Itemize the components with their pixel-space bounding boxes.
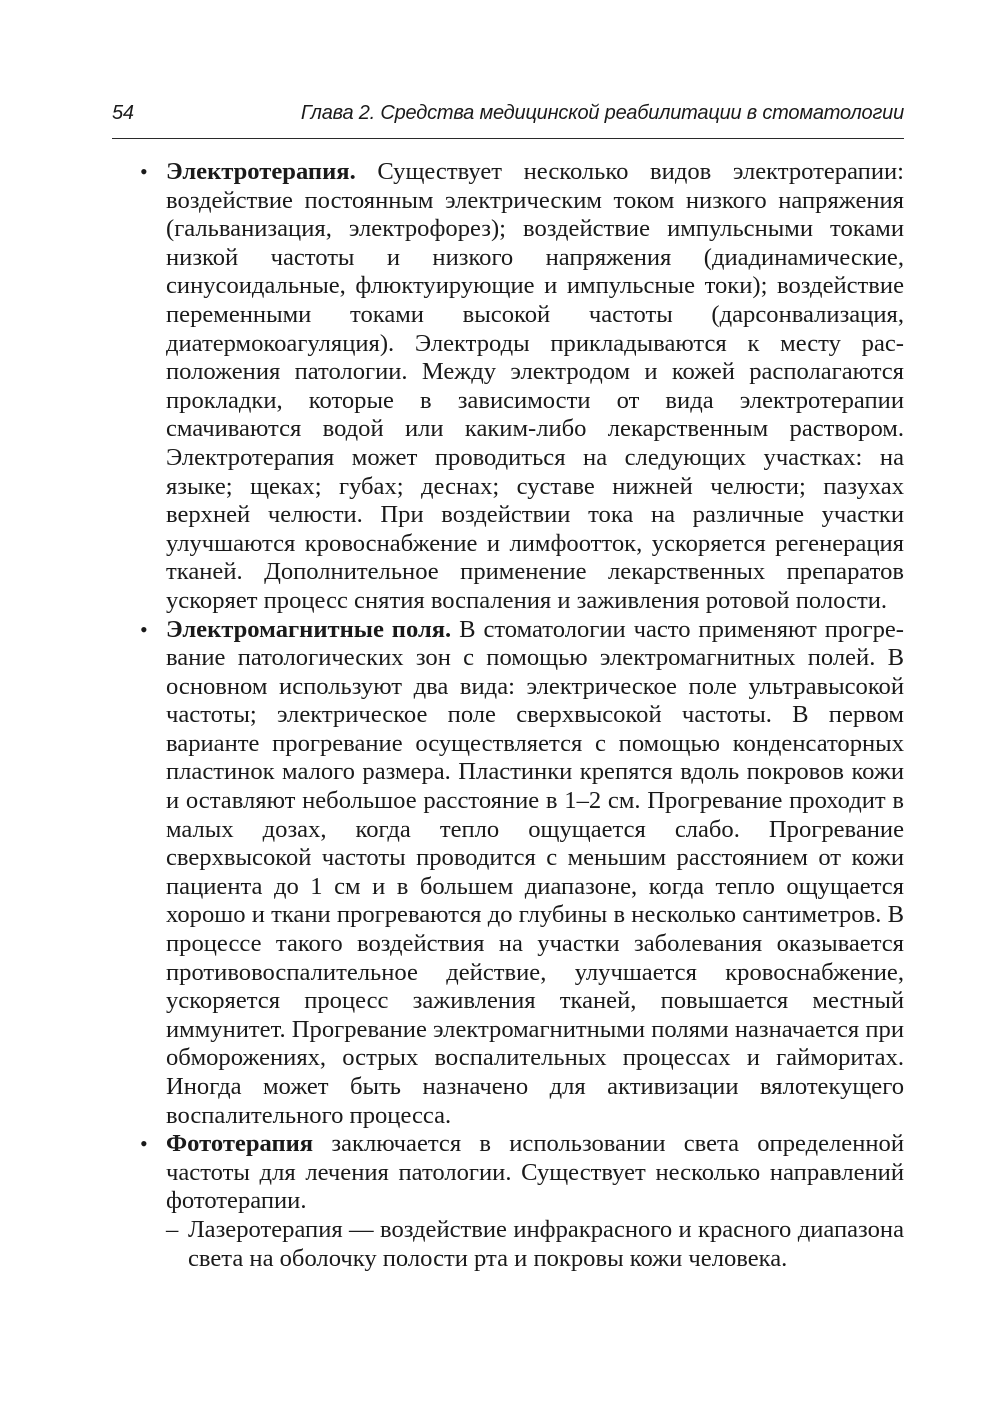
bullet-icon: • — [140, 616, 148, 642]
paragraph-electromagnetic: В стоматологии часто применяют прогревание патологических зон с помощью электромагнитных полей. В основном используют два вида: электрическое поле ультравысокой частоты; электрическое поле сверхвысокой частоты. В первом варианте прогревание осуществляется с помощью конденсаторных пластинок малого размера. Пластинки крепятся вдоль покровов кожи и оставляют небольшое расстояние в 1–2 см. Прогревание проходит в малых дозах, когда тепло ощущается слабо. Прогревание сверхвысокой частоты проводится с меньшим расстоянием от кожи пациента до 1 см и в большем диапазоне, когда тепло ощущается хорошо и ткани прогреваются до глубины в несколько сантиметров. В процессе такого воздействия на участки заболевания оказывается противовоспалительное действие, улучшается кровоснабжение, ускоряется процесс заживления тканей, повышается местный иммунитет. Прогревание электромагнитными полями назначается при обморожениях, острых воспалительных процессах и гайморитах. Иногда может быть назначено для активизации вялотекущего воспалительного процесса. — [166, 615, 904, 1129]
list-item-electrotherapy — [138, 158, 904, 616]
paragraph-electrotherapy: Существует несколько видов электротерапии: воздействие постоянным электрическим током низкого напряжения (гальванизация, электрофорез); воздействие импульсными токами низкой частоты и низкого напряжения (диадинамические, синусоидальные, флюктуирующие и импульсные токи); воздействие переменными токами высокой частоты (дарсонвализация, диатермокоагуляция). Электроды прикладываются к месту расположения патологии. Между электродом и кожей располагаются прокладки, которые в зависимости от вида электротерапии смачиваются водой или каким-либо лекарственным раствором. Электротерапия может проводиться на следующих участках: на языке; щеках; губах; деснах; суставе нижней челюсти; пазухах верхней челюсти. При воздействии тока на различные участки улучшаются кровоснабжение и лимфоотток, ускоряется регенерация тканей. Дополнительное применение лекарственных препаратов ускоряет процесс снятия воспаления и заживления ротовой полости. — [166, 158, 904, 614]
list-item-electromagnetic — [138, 616, 904, 1131]
bullet-icon: • — [140, 1131, 148, 1157]
paragraph-phototherapy: заключается в использовании света определенной частоты для лечения патологии. Существует несколько направлений фототерапии. — [166, 1130, 904, 1215]
chapter-title: Глава 2. Средства медицинской реабилитации в стоматологии — [300, 102, 904, 124]
page-number: 54 — [112, 102, 134, 124]
sublist-item-laser — [138, 1216, 904, 1273]
term-electrotherapy: Электротерапия. — [166, 158, 356, 185]
dash-icon: – — [166, 1215, 179, 1243]
running-header — [112, 98, 904, 139]
paragraph-laser: Лазеротерапия — воздействие инфракрасного и красного диапазона света на оболочку полости рта и покровы кожи человека. — [188, 1215, 904, 1272]
page-body — [138, 158, 904, 1273]
term-phototherapy: Фототерапия — [166, 1130, 314, 1158]
bullet-icon: • — [140, 159, 148, 184]
list-item-phototherapy — [138, 1130, 904, 1216]
term-electromagnetic: Электромагнитные поля. — [166, 615, 452, 643]
